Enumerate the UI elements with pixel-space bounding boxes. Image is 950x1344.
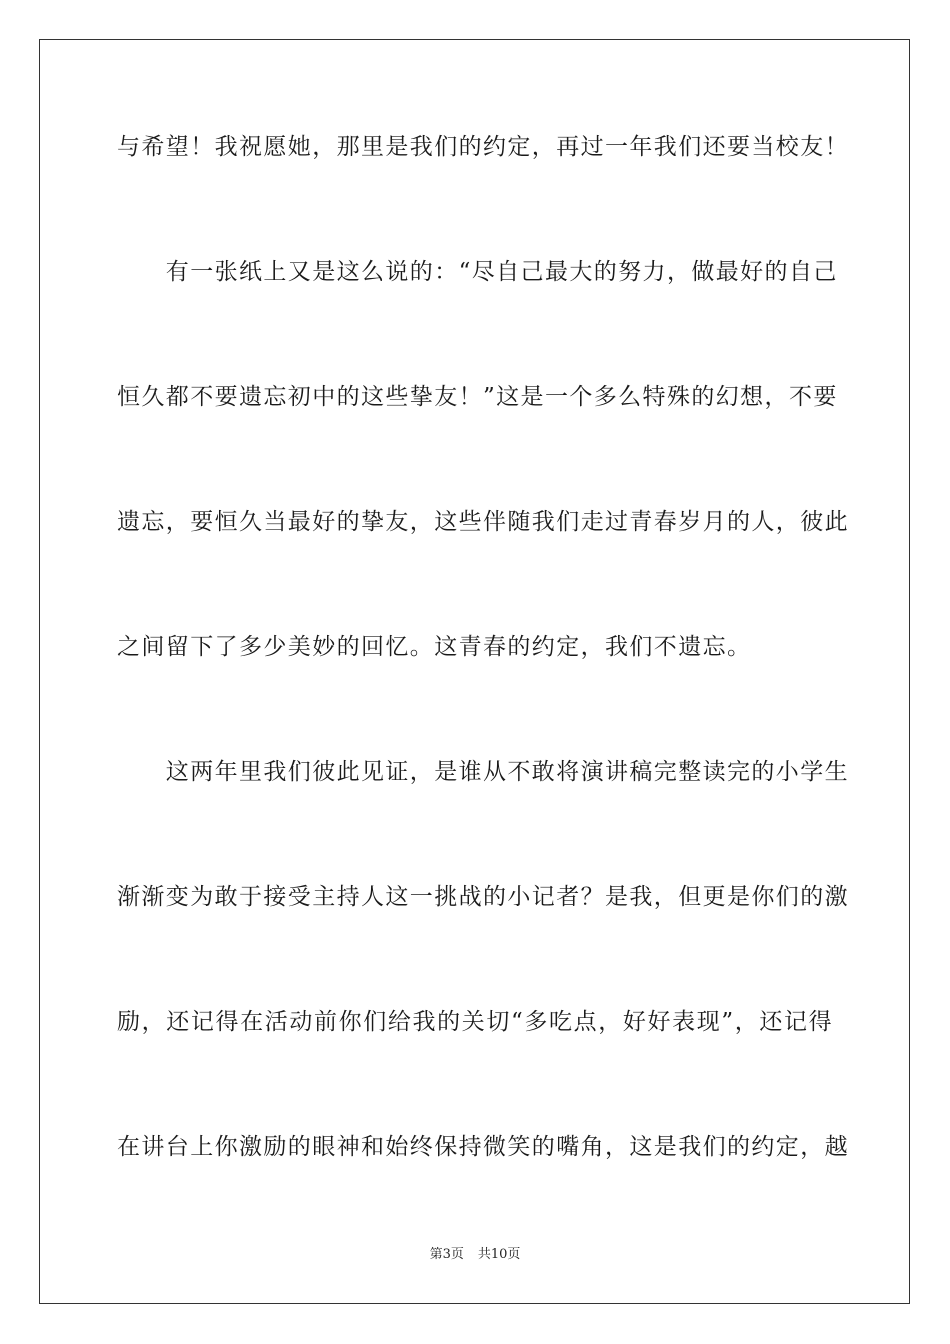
body-text-line: 恒久都不要遗忘初中的这些挚友！”这是一个多么特殊的幻想，不要 (117, 384, 838, 410)
body-text-line: 励，还记得在活动前你们给我的关切“多吃点，好好表现”，还记得 (117, 1009, 833, 1035)
total-pages: 共10页 (477, 1247, 521, 1262)
page-footer (0, 1247, 950, 1263)
page-number: 第3页 (429, 1247, 464, 1262)
body-text-line: 与希望！我祝愿她，那里是我们的约定，再过一年我们还要当校友！ (117, 134, 849, 160)
page-frame (39, 39, 910, 1304)
body-text-line: 遗忘，要恒久当最好的挚友，这些伴随我们走过青春岁月的人，彼此 (117, 509, 849, 535)
body-text-line: 之间留下了多少美妙的回忆。这青春的约定，我们不遗忘。 (117, 634, 752, 660)
body-text-line: 有一张纸上又是这么说的：“尽自己最大的努力，做最好的自己 (117, 259, 838, 285)
body-text-line: 渐渐变为敢于接受主持人这一挑战的小记者？是我，但更是你们的激 (117, 884, 849, 910)
body-text-line: 在讲台上你激励的眼神和始终保持微笑的嘴角，这是我们的约定，越 (117, 1134, 849, 1160)
body-text-line: 这两年里我们彼此见证，是谁从不敢将演讲稿完整读完的小学生 (117, 759, 849, 785)
